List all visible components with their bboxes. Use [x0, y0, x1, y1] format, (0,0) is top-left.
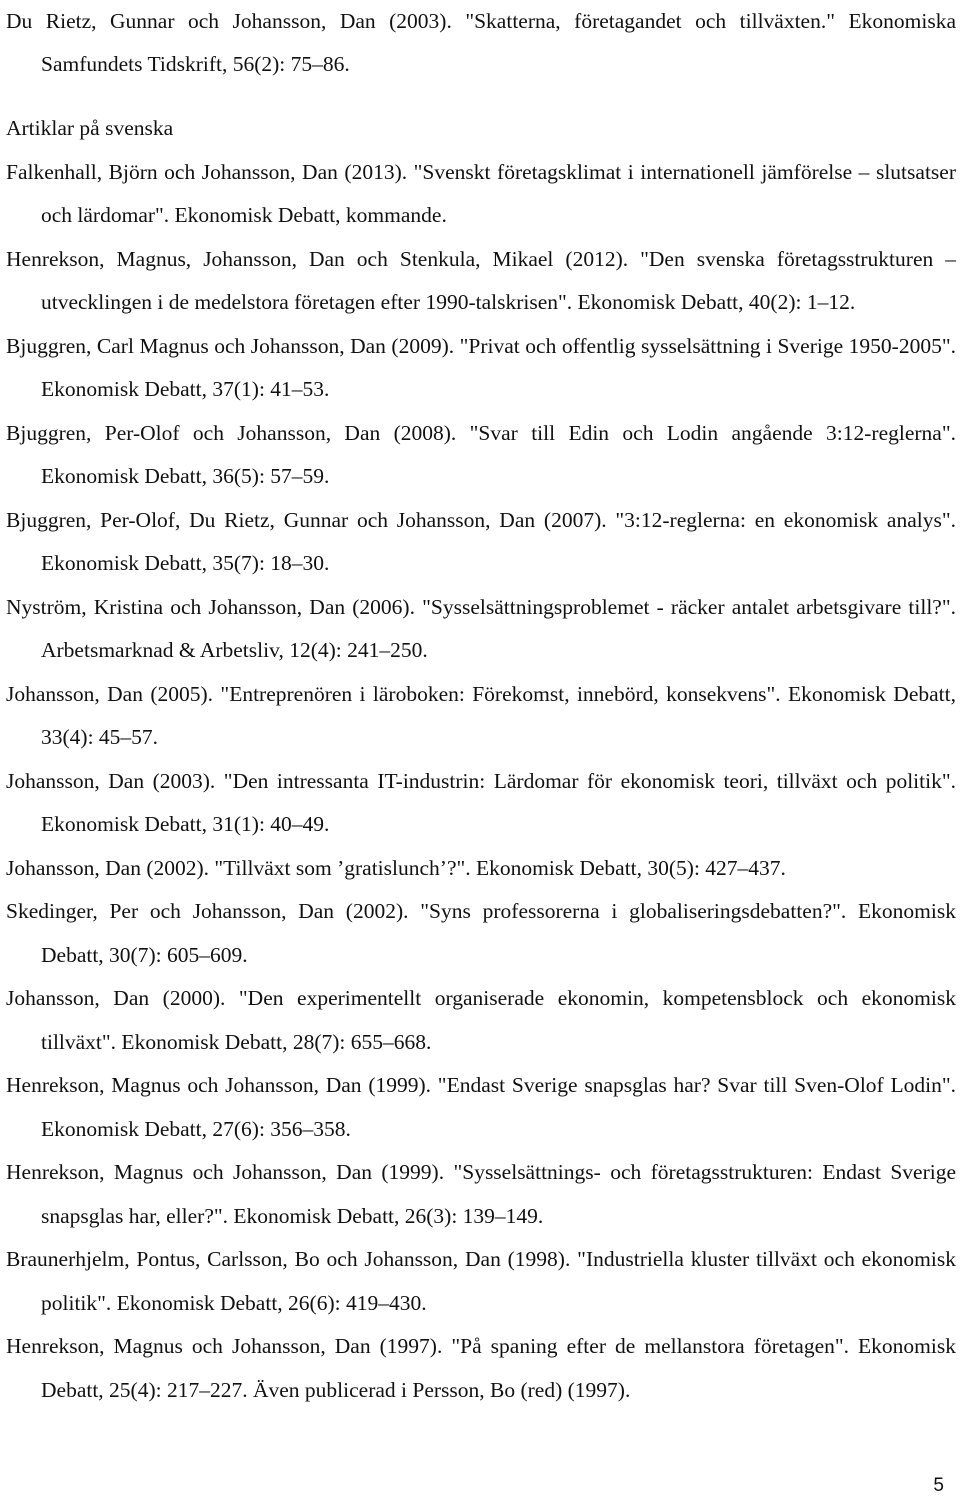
reference-entry: Bjuggren, Per-Olof, Du Rietz, Gunnar och Johansson, Dan (2007). "3:12-reglerna: en ekonomisk analys". Ekonomisk Debatt, 35(7): 18–30.	[6, 507, 956, 575]
reference-entry: Johansson, Dan (2002). "Tillväxt som ’gratislunch’?". Ekonomisk Debatt, 30(5): 427–437.	[6, 855, 786, 880]
reference-entry: Henrekson, Magnus och Johansson, Dan (1999). "Sysselsättnings- och företagsstrukturen: Endast Sverige snapsglas har, eller?". Ekonomisk Debatt, 26(3): 139–149.	[6, 1160, 956, 1228]
reference-entry: Henrekson, Magnus och Johansson, Dan (1999). "Endast Sverige snapsglas har? Svar till Sven-Olof Lodin". Ekonomisk Debatt, 27(6): 356–358.	[6, 1073, 956, 1141]
reference-entry: Henrekson, Magnus och Johansson, Dan (1997). "På spaning efter de mellanstora företagen". Ekonomisk Debatt, 25(4): 217–227. Även publicerad i Persson, Bo (red) (1997).	[6, 1334, 956, 1402]
reference-entry: Johansson, Dan (2003). "Den intressanta IT-industrin: Lärdomar för ekonomisk teori, tillväxt och politik". Ekonomisk Debatt, 31(1): 40–49.	[6, 768, 956, 836]
reference-entry: Braunerhjelm, Pontus, Carlsson, Bo och Johansson, Dan (1998). "Industriella kluster tillväxt och ekonomisk politik". Ekonomisk Debatt, 26(6): 419–430.	[6, 1247, 956, 1315]
page-number: 5	[933, 1475, 944, 1496]
reference-list	[6, 0, 956, 1412]
reference-entry: Skedinger, Per och Johansson, Dan (2002). "Syns professorerna i globaliseringsdebatten?". Ekonomisk Debatt, 30(7): 605–609.	[6, 899, 956, 967]
reference-entry: Henrekson, Magnus, Johansson, Dan och Stenkula, Mikael (2012). "Den svenska företagsstrukturen – utvecklingen i de medelstora företagen efter 1990-talskrisen". Ekonomisk Debatt, 40(2): 1–12.	[6, 246, 956, 314]
reference-entry: Johansson, Dan (2005). "Entreprenören i läroboken: Förekomst, innebörd, konsekvens". Ekonomisk Debatt, 33(4): 45–57.	[6, 681, 956, 749]
section-spacer	[6, 86, 956, 107]
reference-entry: Falkenhall, Björn och Johansson, Dan (2013). "Svenskt företagsklimat i internationell jämförelse – slutsatser och lärdomar". Ekonomisk Debatt, kommande.	[6, 159, 956, 227]
section-heading: Artiklar på svenska	[6, 116, 174, 140]
reference-entry: Nyström, Kristina och Johansson, Dan (2006). "Sysselsättningsproblemet - räcker antalet arbetsgivare till?". Arbetsmarknad & Arbetsliv, 12(4): 241–250.	[6, 594, 956, 662]
reference-entry: Bjuggren, Per-Olof och Johansson, Dan (2008). "Svar till Edin och Lodin angående 3:12-reglerna". Ekonomisk Debatt, 36(5): 57–59.	[6, 420, 956, 488]
reference-entry: Johansson, Dan (2000). "Den experimentellt organiserade ekonomin, kompetensblock och ekonomisk tillväxt". Ekonomisk Debatt, 28(7): 655–668.	[6, 986, 956, 1054]
reference-entry: Bjuggren, Carl Magnus och Johansson, Dan (2009). "Privat och offentlig sysselsättning i Sverige 1950-2005". Ekonomisk Debatt, 37(1): 41–53.	[6, 333, 956, 401]
reference-entry-continued: Du Rietz, Gunnar och Johansson, Dan (2003). "Skatterna, företagandet och tillväxten." Ekonomiska Samfundets Tidskrift, 56(2): 75–86.	[6, 9, 956, 76]
